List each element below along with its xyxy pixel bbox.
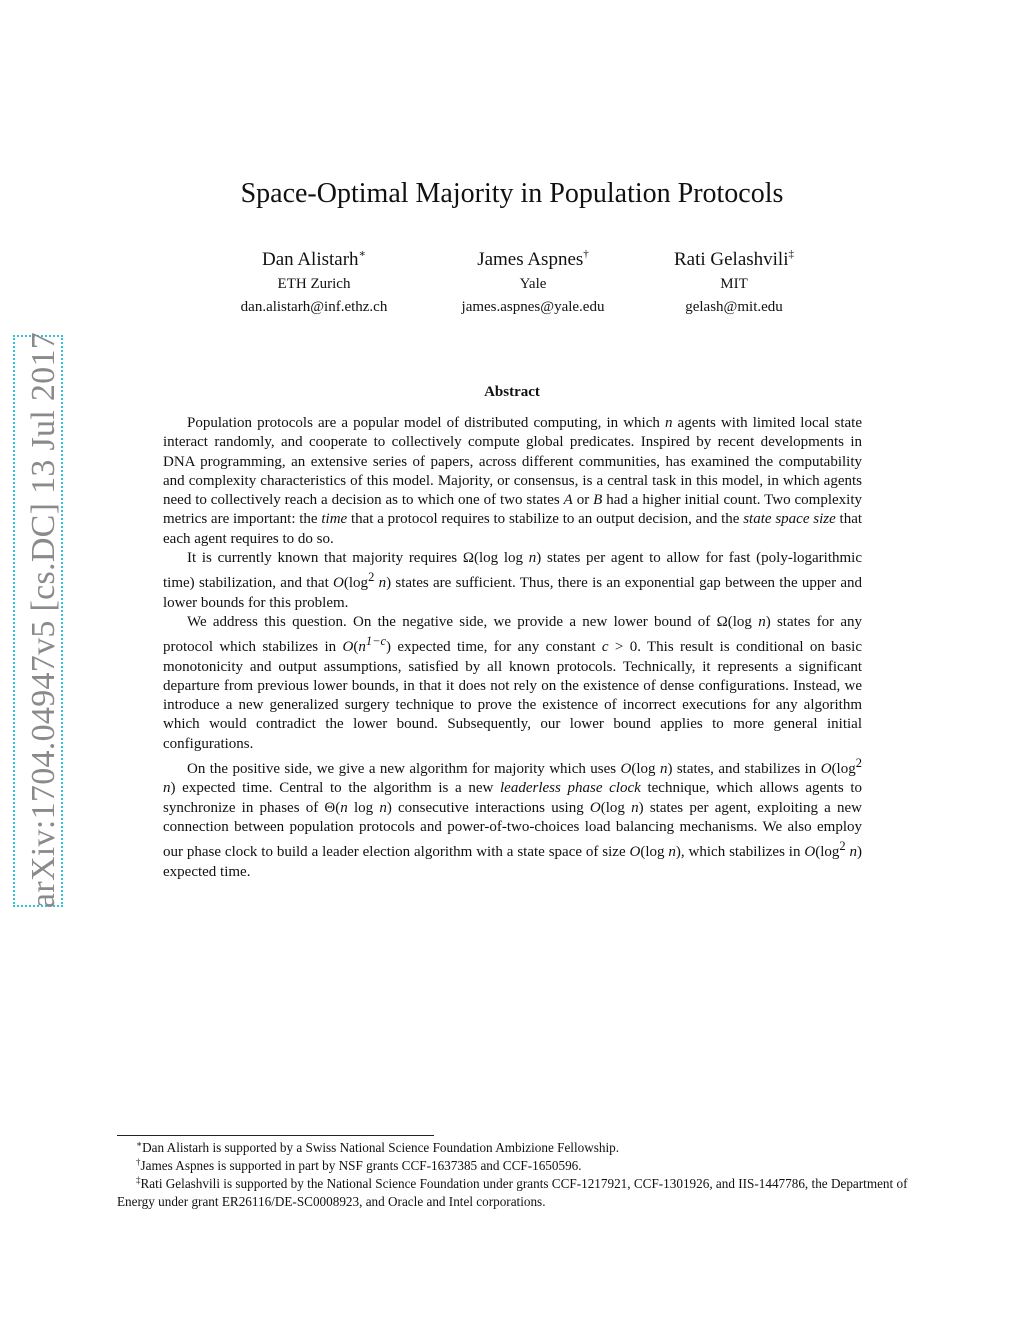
footnote: ∗Dan Alistarh is supported by a Swiss National Science Foundation Ambizione Fellowship. bbox=[136, 1139, 620, 1155]
abstract-paragraph: We address this question. On the negative side, we provide a new lower bound of Ω(log n) states for any protocol which stabilizes in $O(n^{1-c})$ expected time, for any constant c > 0. This result is conditional on basic monotonicity and output assumptions, satisfied by all known protocols. Technically, it represents a significant departure from previous lower bounds, in that it does not rely on the existence of dense configurations. Instead, we introduce a new generalized surgery technique to prove the existence of incorrect executions for any algorithm which would contradict the lower bound. Subsequently, our lower bound applies to more general initial configurations. bbox=[163, 613, 863, 752]
footnote: †James Aspnes is supported in part by NSF grants CCF-1637385 and CCF-1650596. bbox=[136, 1157, 582, 1173]
author-email: dan.alistarh@inf.ethz.ch bbox=[240, 299, 388, 315]
author-email: james.aspnes@yale.edu bbox=[461, 299, 605, 315]
abstract-heading: Abstract bbox=[484, 384, 540, 400]
author-affiliation: MIT bbox=[720, 276, 748, 292]
author-affiliation: ETH Zurich bbox=[277, 276, 351, 292]
abstract-paragraph: On the positive side, we give a new algorithm for majority which uses O(log n) states, and stabilizes in $O(\log^2$ n) expected time. Central to the algorithm is a new leaderless phase clock technique, which allows agents to synchronize in phases of Θ(n log n) consecutive interactions using O(log n) states per agent, exploiting a new connection between population protocols and power-of-two-choices load balancing mechanisms. We also employ our phase clock to build a leader election algorithm with a state space of size O(log n), which stabilizes in $O(\log^2$ n) expected time. bbox=[163, 756, 863, 880]
footnote-divider bbox=[117, 1135, 434, 1136]
footnotes bbox=[117, 1139, 917, 1211]
paper-title: Space-Optimal Majority in Population Protocols bbox=[240, 178, 784, 209]
author-name: Dan Alistarh∗ bbox=[261, 248, 367, 270]
abstract-body bbox=[163, 414, 862, 882]
abstract-paragraph: Population protocols are a popular model of distributed computing, in which n agents with limited local state interact randomly, and cooperate to collectively compute global predicates. Inspired by recent developments in DNA programming, an extensive series of papers, across different communities, has examined the computability and complexity characteristics of this model. Majority, or consensus, is a central task in this model, in which agents need to collectively reach a decision as to which one of two states A or B had a higher initial count. Two complexity metrics are important: the time that a protocol requires to stabilize to an output decision, and the state space size that each agent requires to do so. bbox=[163, 415, 863, 547]
author-name: James Aspnes† bbox=[477, 248, 589, 270]
author-affiliation: Yale bbox=[519, 276, 547, 292]
author-name: Rati Gelashvili‡ bbox=[673, 248, 794, 270]
arxiv-identifier: arXiv:1704.04947v5 [cs.DC] 13 Jul 2017 bbox=[25, 331, 62, 909]
author-block bbox=[604, 247, 864, 319]
abstract-paragraph: It is currently known that majority requires Ω(log log n) states per agent to allow for fast (poly-logarithmic time) stabilization, and that $O(\log^2$ n) states are sufficient. Thus, there is an exponential gap between the upper and lower bounds for this problem. bbox=[163, 550, 863, 611]
footnote: ‡Rati Gelashvili is supported by the National Science Foundation under grants CCF-1217921, CCF-1301926, and IIS-1447786, the Department of Energy under grant ER26116/DE-SC0008923, and Oracle and Intel corporations. bbox=[117, 1175, 908, 1209]
author-email: gelash@mit.edu bbox=[685, 299, 783, 315]
